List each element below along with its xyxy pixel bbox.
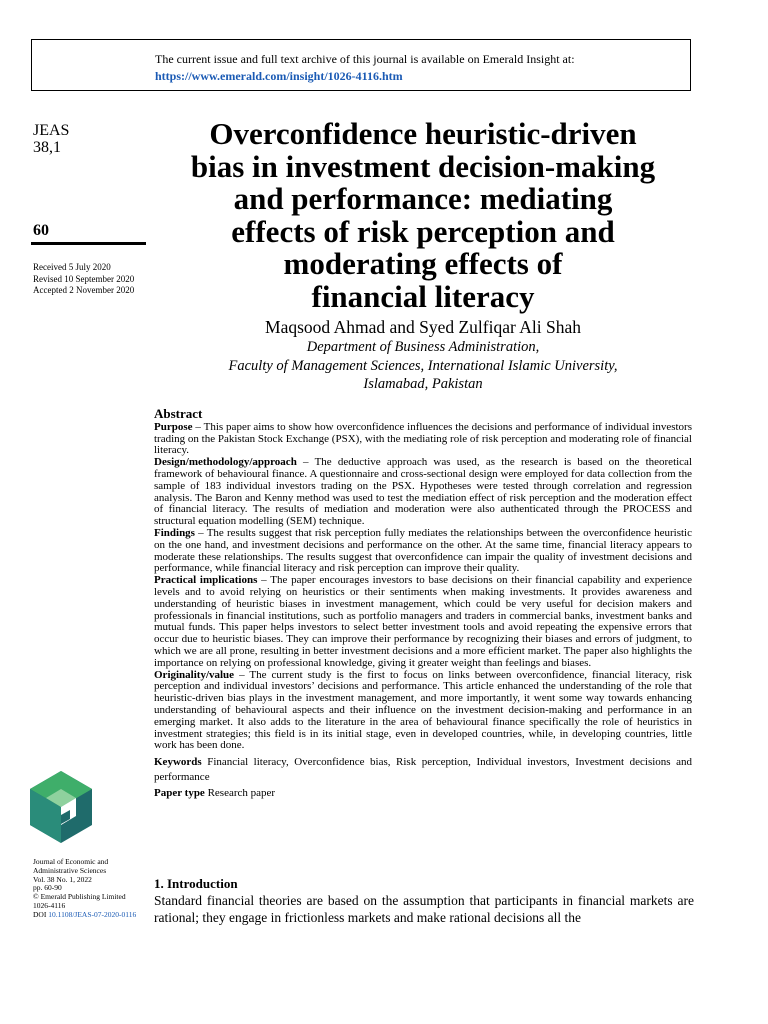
practical-label: Practical implications bbox=[154, 574, 258, 587]
journal-issn: 1026-4116 bbox=[33, 900, 66, 910]
journal-abbrev: JEAS bbox=[33, 122, 70, 139]
journal-pages: pp. 60-90 bbox=[33, 883, 62, 893]
keywords-text: Financial literacy, Overconfidence bias, Risk perception, Individual investors, Investment decisions and performance bbox=[154, 756, 692, 784]
practical-text: – The paper encourages investors to base decisions on their financial capability and experience levels and to avoid relying on heuristics or their sentiments when making investments. It provides awareness and understanding of heuristic biases in investment management, which could be very useful for decision makers and professionals in financial institutions, such as portfolio managers and traders in commercial banks, investment banks and mutual funds. This paper helps investors to select better investment tools and avoid repeating the expensive errors that occur due to heuristic biases. They can improve their performance by recognizing their biases and errors of judgment, to which we are all prone, resulting in better investment decisions and a more efficient market. The paper also highlights the importance on relying on professional knowledge, giving it greater weight than feelings and biases. bbox=[154, 574, 692, 669]
doi-line bbox=[33, 911, 145, 920]
keywords-label: Keywords bbox=[154, 756, 202, 769]
journal-name-line2: Administrative Sciences bbox=[33, 865, 107, 875]
abstract-keywords bbox=[154, 755, 692, 785]
title-line: bias in investment decision-making bbox=[190, 148, 656, 184]
paper-type-label: Paper type bbox=[154, 787, 205, 800]
journal-abbrev-block bbox=[33, 122, 69, 156]
article-title bbox=[150, 118, 696, 313]
abstract-originality bbox=[154, 670, 692, 753]
volume-issue: 38,1 bbox=[33, 139, 61, 156]
abstract-paper-type bbox=[154, 788, 692, 800]
sidebar-divider bbox=[31, 242, 146, 245]
title-line: financial literacy bbox=[311, 278, 535, 314]
title-line: Overconfidence heuristic-driven bbox=[209, 116, 637, 151]
doi-label: DOI bbox=[33, 909, 47, 919]
journal-volume: Vol. 38 No. 1, 2022 bbox=[33, 874, 92, 884]
design-text: – The deductive approach was used, as the research is based on the theoretical framework of behavioural finance. A questionnaire and cross-sectional design were employed for data collection from the sample of 183 individual investors trading on the PSX. Hypotheses were tested through correlation and regression analysis. The Baron and Kenny method was used to test the mediation effect of risk perception and the moderation effect of financial literacy. The results of mediation and moderation were also authenticated through the PROCESS and structural equation modelling (SEM) technique. bbox=[154, 456, 692, 528]
journal-copyright: © Emerald Publishing Limited bbox=[33, 892, 126, 902]
affiliation-line: Department of Business Administration, bbox=[306, 339, 540, 355]
affiliation bbox=[150, 338, 696, 394]
title-line: and performance: mediating bbox=[233, 181, 613, 216]
paper-type-text: Research paper bbox=[204, 787, 276, 800]
authors: Maqsood Ahmad and Syed Zulfiqar Ali Shah bbox=[265, 317, 581, 337]
originality-label: Originality/value bbox=[154, 668, 235, 681]
journal-url-link[interactable]: https://www.emerald.com/insight/1026-4116.htm bbox=[155, 69, 403, 83]
journal-availability-box bbox=[31, 39, 691, 91]
abstract-heading: Abstract bbox=[154, 406, 203, 421]
abstract-practical bbox=[154, 575, 692, 669]
article-history bbox=[33, 262, 134, 297]
accepted-date: Accepted 2 November 2020 bbox=[33, 285, 135, 295]
page-number: 60 bbox=[33, 222, 49, 239]
revised-date: Revised 10 September 2020 bbox=[33, 273, 135, 284]
design-label: Design/methodology/approach bbox=[154, 456, 297, 469]
findings-label: Findings bbox=[154, 526, 195, 539]
title-line: effects of risk perception and bbox=[231, 213, 615, 249]
abstract-findings bbox=[154, 528, 692, 575]
introduction-text: Standard financial theories are based on the assumption that participants in financial markets are rational; they engage in frictionless markets and make rational decisions all the bbox=[154, 893, 694, 925]
purpose-text: – This paper aims to show how overconfidence influences the decisions and performance of individual investors trading on the Pakistan Stock Exchange (PSX), with the mediating role of risk perception and moderating role of financial literacy. bbox=[154, 420, 692, 457]
affiliation-line: Islamabad, Pakistan bbox=[363, 376, 483, 392]
originality-text: – The current study is the first to focus on links between overconfidence, financial literacy, risk perception and individual investors’ decisions and performance. This article enhanced the understanding of the role that heuristic-driven bias plays in the investment management, and more importantly, it went some way towards enhancing understanding of behavioural aspects and their influence on the investment decision-making and performance in an emerging market. It also adds to the literature in the area of behavioural finance specifically the role of heuristics in investment strategies; this field is in its initial stage, even in developed countries, while, in developing countries, little work has been done. bbox=[154, 668, 692, 752]
journal-name-line1: Journal of Economic and bbox=[33, 857, 109, 866]
abstract-design bbox=[154, 457, 692, 528]
journal-logo-icon bbox=[30, 771, 92, 843]
findings-text: – The results suggest that risk perception fully mediates the relationships between the overconfidence heuristic on the one hand, and investment decisions and performance on the other. At the same time, financial literacy appears to moderate these relationships. The results suggest that overconfidence can impair the quality of investment decisions and performance, while financial literacy and risk perception can improve their quality. bbox=[154, 526, 692, 575]
abstract bbox=[154, 408, 692, 800]
received-date: Received 5 July 2020 bbox=[33, 262, 111, 272]
journal-citation-info bbox=[33, 858, 145, 920]
doi-link[interactable]: 10.1108/JEAS-07-2020-0116 bbox=[48, 909, 137, 919]
abstract-purpose bbox=[154, 422, 692, 457]
availability-note: The current issue and full text archive of this journal is available on Emerald Insight at: bbox=[155, 52, 575, 66]
affiliation-line: Faculty of Management Sciences, International Islamic University, bbox=[228, 357, 618, 374]
title-line: moderating effects of bbox=[283, 246, 563, 281]
section-heading-introduction: 1. Introduction bbox=[154, 876, 238, 891]
purpose-label: Purpose bbox=[154, 420, 193, 433]
